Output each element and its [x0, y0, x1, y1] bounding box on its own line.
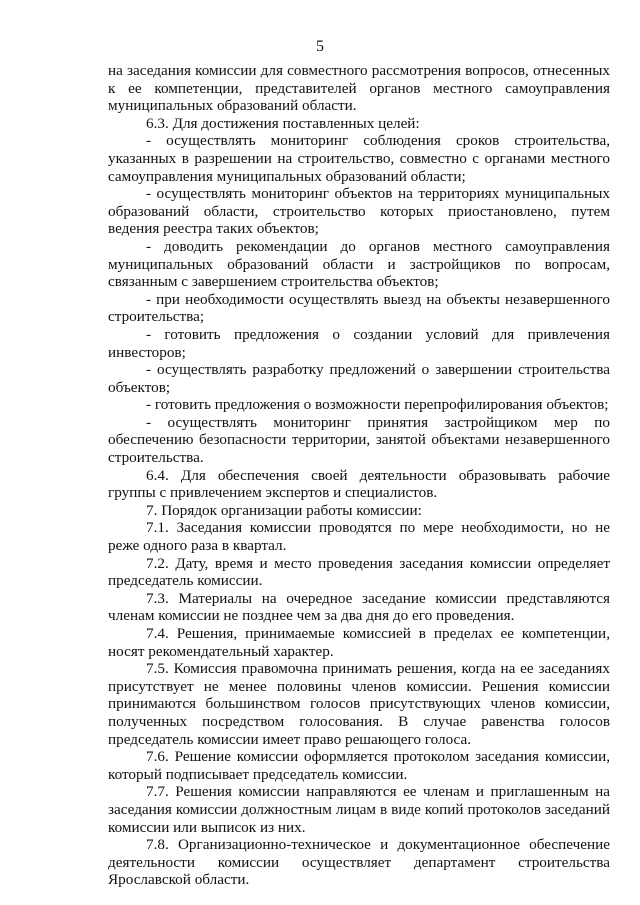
list-item-monitoring-objects: - осуществлять мониторинг объектов на территориях муниципальных образований области, строительство которых приостановлено, путем ведения реестра таких объектов; [108, 185, 610, 238]
paragraph-7-5: 7.5. Комиссия правомочна принимать решения, когда на ее заседаниях присутствует не менее половины членов комиссии. Решения комиссии принимаются большинством голосов присутствующих членов комиссии, полученных посредством голосования. В случае равенства голосов председатель комиссии имеет право решающего голоса. [108, 660, 610, 748]
page-number: 5 [316, 38, 324, 55]
paragraph-7-8: 7.8. Организационно-техническое и документационное обеспечение деятельности комиссии осуществляет департамент строительства Ярославской области. [108, 836, 610, 889]
list-item-safety-monitoring: - осуществлять мониторинг принятия застройщиком мер по обеспечению безопасности территории, занятой объектами незавершенного строительства. [108, 413, 610, 467]
list-item-completion-proposals: - осуществлять разработку предложений о завершении строительства объектов; [108, 361, 610, 396]
list-item-site-visits: - при необходимости осуществлять выезд на объекты незавершенного строительства; [108, 290, 610, 326]
list-item-investors: - готовить предложения о создании условий для привлечения инвесторов; [108, 325, 610, 361]
section-heading-7: 7. Порядок организации работы комиссии: [146, 501, 422, 519]
paragraph-7-3: 7.3. Материалы на очередное заседание комиссии представляются членам комиссии не позднее чем за два дня до его проведения. [108, 589, 610, 625]
paragraph-continuation: на заседания комиссии для совместного рассмотрения вопросов, отнесенных к ее компетенции, представителей органов местного самоуправления муниципальных образований области. [108, 62, 610, 115]
paragraph-7-6: 7.6. Решение комиссии оформляется протоколом заседания комиссии, который подписывает председатель комиссии. [108, 748, 610, 783]
list-item-recommendations: - доводить рекомендации до органов местного самоуправления муниципальных образований области и застройщиков по вопросам, связанным с завершением строительства объектов; [108, 237, 610, 291]
list-item-reprofiling: - готовить предложения о возможности перепрофилирования объектов; [146, 396, 609, 414]
paragraph-6-4: 6.4. Для обеспечения своей деятельности образовывать рабочие группы с привлечением экспертов и специалистов. [108, 466, 610, 502]
list-item-monitoring-deadlines: - осуществлять мониторинг соблюдения сроков строительства, указанных в разрешении на строительство, совместно с органами местного самоуправления муниципальных образований области; [108, 132, 610, 185]
paragraph-7-7: 7.7. Решения комиссии направляются ее членам и приглашенным на заседания комиссии должностным лицам в виде копий протоколов заседаний комиссии или выписок из них. [108, 783, 610, 836]
paragraph-7-2: 7.2. Дату, время и место проведения заседания комиссии определяет председатель комиссии. [108, 554, 610, 590]
paragraph-7-4: 7.4. Решения, принимаемые комиссией в пределах ее компетенции, носят рекомендательный характер. [108, 625, 610, 660]
document-body [108, 62, 610, 889]
paragraph-6-3: 6.3. Для достижения поставленных целей: [146, 114, 420, 132]
paragraph-7-1: 7.1. Заседания комиссии проводятся по мере необходимости, но не реже одного раза в квартал. [108, 519, 610, 555]
